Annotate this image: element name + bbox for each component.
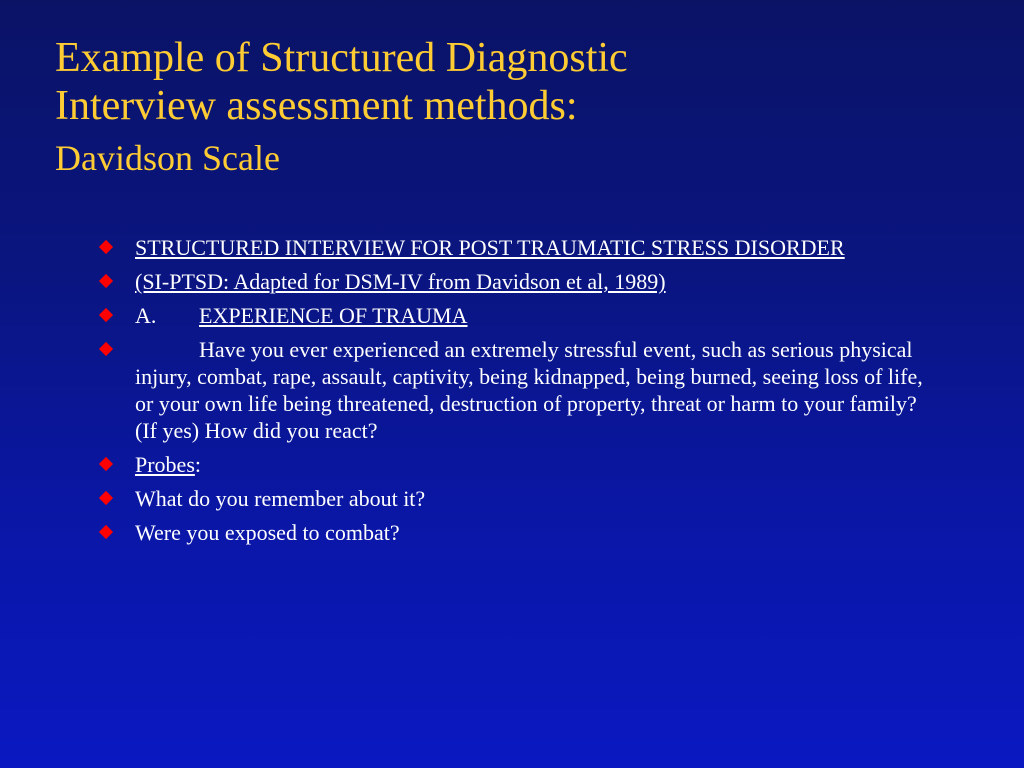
interview-title-link[interactable]: STRUCTURED INTERVIEW FOR POST TRAUMATIC STRESS DISORDER <box>135 235 845 260</box>
bullet-item-interview-title <box>97 234 927 261</box>
bullet-item-question <box>97 336 927 444</box>
diamond-bullet-icon <box>99 342 113 356</box>
bullet-item-section-a <box>97 302 927 329</box>
combat-text: Were you exposed to combat? <box>135 520 400 545</box>
title-line-2: Interview assessment methods: <box>55 83 578 129</box>
bullet-item-probes <box>97 451 927 478</box>
diamond-bullet-icon <box>99 274 113 288</box>
probes-link[interactable]: Probes <box>135 452 195 477</box>
diamond-bullet-icon <box>99 240 113 254</box>
bullet-item-combat <box>97 519 927 546</box>
diamond-bullet-icon <box>99 491 113 505</box>
slide-subtitle: Davidson Scale <box>55 138 280 178</box>
slide-title <box>55 34 995 180</box>
question-text: Have you ever experienced an extremely stressful event, such as serious physical injury, combat, rape, assault, captivity, being kidnapped, being burned, seeing loss of life, or your own life being threatened, destruction of property, threat or harm to your family? (If yes) How did you react? <box>135 337 923 443</box>
section-heading-link[interactable]: EXPERIENCE OF TRAUMA <box>199 303 468 328</box>
diamond-bullet-icon <box>99 457 113 471</box>
probes-suffix: : <box>194 452 202 477</box>
section-label: A. <box>135 303 157 328</box>
bullet-item-citation <box>97 268 927 295</box>
diamond-bullet-icon <box>99 525 113 539</box>
citation-link[interactable]: (SI-PTSD: Adapted for DSM-IV from Davidson et al, 1989) <box>135 269 666 294</box>
bullet-item-remember <box>97 485 927 512</box>
remember-text: What do you remember about it? <box>135 486 426 511</box>
bullet-list <box>97 234 927 553</box>
diamond-bullet-icon <box>99 308 113 322</box>
title-line-1: Example of Structured Diagnostic <box>55 35 628 81</box>
